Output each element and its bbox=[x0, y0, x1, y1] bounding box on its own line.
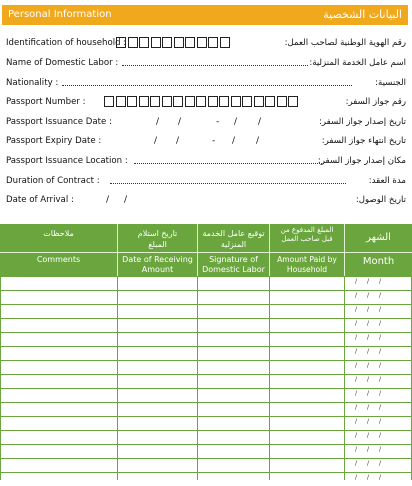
column-amount-paid-en: Amount Paid by Household bbox=[277, 255, 337, 274]
domestic-labor-label-ar: اسم عامل الخدمة المنزلية: bbox=[309, 58, 406, 68]
nationality-label-ar: الجنسية: bbox=[375, 78, 406, 88]
domestic-labor-label: Name of Domestic Labor : bbox=[6, 58, 119, 68]
month-date-slashes[interactable]: / / / bbox=[355, 292, 382, 299]
month-date-slashes[interactable]: / / / bbox=[355, 376, 382, 383]
passport-expiry-date-row: Passport Expiry Date : / / - / / تاريخ انتهاء جواز السفر: bbox=[6, 136, 406, 146]
duration-of-contract-label-ar: مدة العقد: bbox=[368, 176, 406, 186]
passport-issuance-date-label-ar: تاريخ إصدار جواز السفر: bbox=[319, 117, 406, 127]
column-month bbox=[345, 224, 412, 276]
month-date-slashes[interactable]: / / / bbox=[355, 432, 382, 439]
household-id-label-ar: رقم الهوية الوطنية لصاحب العمل: bbox=[284, 38, 406, 48]
section-title-en: Personal Information bbox=[8, 9, 112, 20]
month-date-slashes[interactable]: / / / bbox=[355, 404, 382, 411]
month-date-slashes[interactable]: / / / bbox=[355, 320, 382, 327]
passport-number-boxes[interactable] bbox=[104, 96, 300, 107]
passport-issuance-location-row bbox=[6, 156, 406, 170]
column-date-receiving-ar: تاريخ استلام المبلغ bbox=[137, 229, 178, 249]
passport-expiry-date-label-ar: تاريخ انتهاء جواز السفر: bbox=[321, 136, 406, 146]
passport-issuance-date-row: Passport Issuance Date : / / - / / تاريخ إصدار جواز السفر: bbox=[6, 117, 406, 127]
domestic-labor-row bbox=[6, 58, 406, 72]
column-date-receiving-en: Date of Receiving Amount bbox=[122, 255, 193, 274]
passport-issuance-location-label-ar: مكان إصدار جواز السفر: bbox=[317, 156, 406, 166]
column-comments-ar: ملاحظات bbox=[43, 229, 74, 238]
month-date-slashes[interactable]: / / / bbox=[355, 334, 382, 341]
month-date-slashes[interactable]: / / / bbox=[355, 362, 382, 369]
passport-issuance-location-field[interactable] bbox=[134, 163, 324, 164]
household-id-boxes[interactable] bbox=[116, 37, 231, 48]
column-signature-ar: توقيع عامل الخدمة المنزلية bbox=[202, 229, 265, 249]
column-month-ar: الشهر bbox=[366, 232, 391, 243]
month-date-slashes[interactable]: / / / bbox=[355, 460, 382, 467]
nationality-label: Nationality : bbox=[6, 78, 59, 88]
month-date-slashes[interactable]: / / / bbox=[355, 390, 382, 397]
passport-issuance-date-label: Passport Issuance Date : bbox=[6, 117, 112, 127]
month-date-slashes[interactable]: / / / bbox=[355, 446, 382, 453]
column-signature-en: Signature of Domestic Labor bbox=[202, 255, 265, 274]
passport-number-label-ar: رقم جواز السفر: bbox=[345, 97, 406, 107]
month-date-slashes[interactable]: / / / bbox=[355, 278, 382, 285]
nationality-row bbox=[6, 78, 406, 92]
date-of-arrival-label: Date of Arrival : bbox=[6, 195, 74, 205]
grid-line bbox=[0, 276, 1, 480]
passport-number-row bbox=[6, 97, 406, 111]
column-date-receiving bbox=[118, 224, 197, 276]
date-of-arrival-label-ar: تاريخ الوصول: bbox=[355, 195, 406, 205]
column-amount-paid bbox=[270, 224, 344, 276]
payments-table-header bbox=[0, 224, 412, 276]
duration-of-contract-label: Duration of Contract : bbox=[6, 176, 100, 186]
column-month-en: Month bbox=[362, 256, 395, 267]
column-amount-paid-ar: المبلغ المدفوع من قبل صاحب العمل bbox=[280, 226, 334, 243]
month-date-slashes[interactable]: / / / bbox=[355, 418, 382, 425]
month-date-slashes[interactable]: / / / bbox=[355, 348, 382, 355]
column-comments bbox=[0, 224, 117, 276]
column-signature bbox=[198, 224, 269, 276]
nationality-field[interactable] bbox=[62, 85, 352, 86]
grid-line bbox=[197, 276, 198, 480]
household-id-label: Identification of household : bbox=[6, 38, 127, 48]
household-id-row bbox=[6, 38, 406, 52]
duration-of-contract-row bbox=[6, 176, 406, 190]
month-date-slashes[interactable]: / / / bbox=[355, 306, 382, 313]
passport-number-label: Passport Number : bbox=[6, 97, 86, 107]
passport-expiry-date-label: Passport Expiry Date : bbox=[6, 136, 102, 146]
passport-issuance-location-label: Passport Issuance Location : bbox=[6, 156, 128, 166]
duration-of-contract-field[interactable] bbox=[110, 183, 346, 184]
grid-line bbox=[117, 276, 118, 480]
grid-line bbox=[269, 276, 270, 480]
section-header bbox=[2, 5, 408, 25]
domestic-labor-field[interactable] bbox=[122, 65, 308, 66]
section-title-ar: البيانات الشخصية bbox=[323, 8, 402, 21]
column-comments-en: Comments bbox=[36, 255, 81, 264]
grid-line bbox=[344, 276, 345, 480]
date-of-arrival-row: Date of Arrival : / / تاريخ الوصول: bbox=[6, 195, 406, 205]
month-date-slashes[interactable]: / / / bbox=[355, 474, 382, 481]
